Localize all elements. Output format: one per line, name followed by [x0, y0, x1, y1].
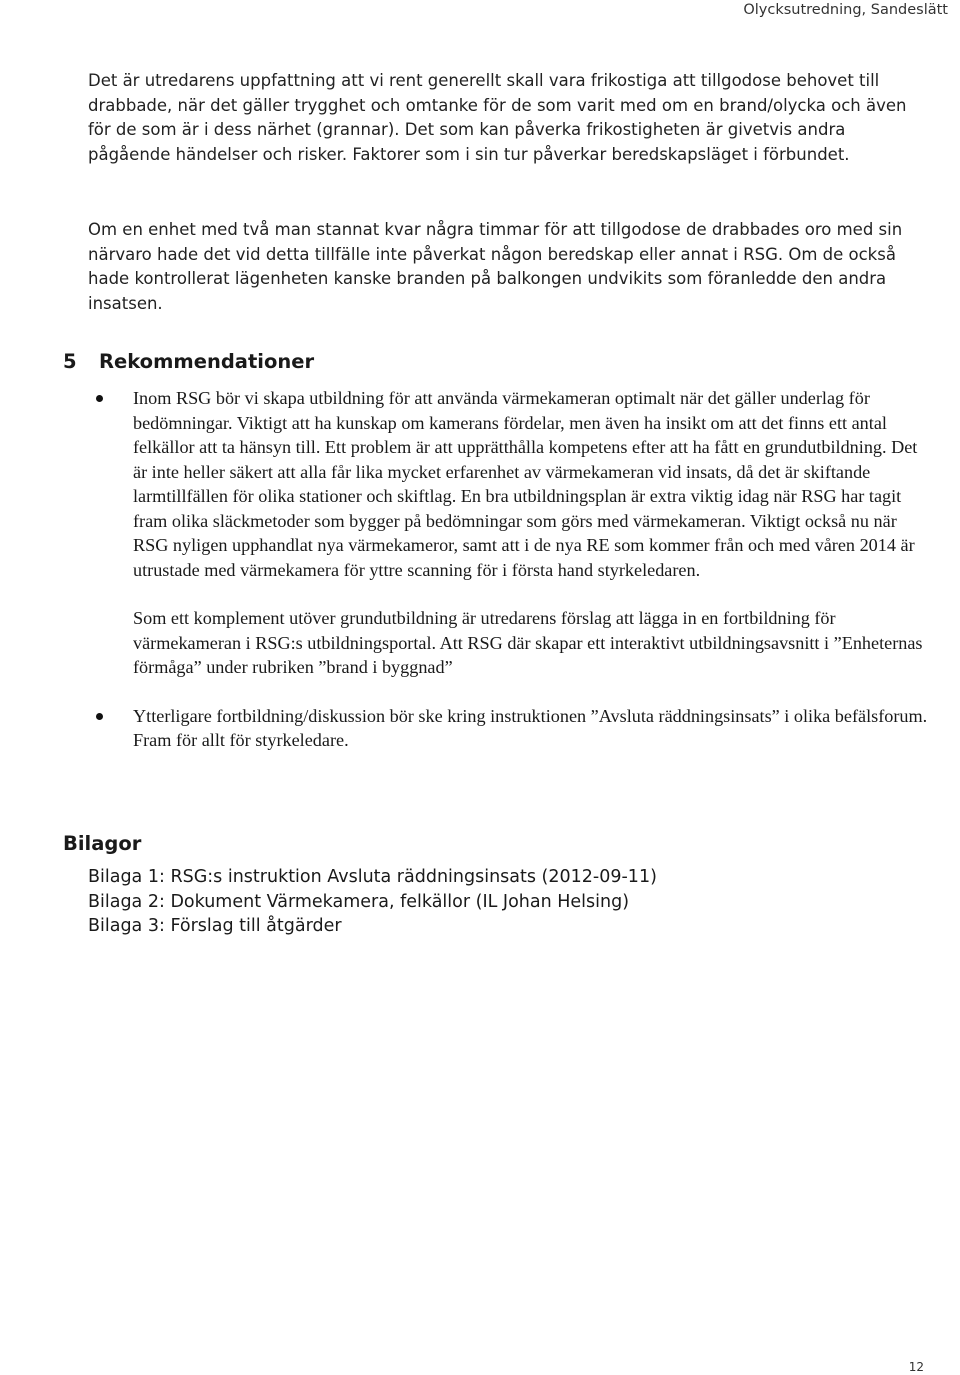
attachment-item: Bilaga 2: Dokument Värmekamera, felkällor (IL Johan Helsing) — [88, 891, 630, 912]
paragraph-assessment: Det är utredarens uppfattning att vi rent generellt skall vara frikostiga att tillgodose behovet till drabbade, när det gäller trygghet och omtanke för de som varit med om en brand/olycka och även för de som är i dess närhet (grannar). Det som kan påverka frikostigheten är givetvis andra pågående händelser och risker. Faktorer som i sin tur påverkar beredskapsläget i förbundet. — [88, 71, 907, 164]
recommendation-text: Inom RSG bör vi skapa utbildning för att använda värmekameran optimalt när det gäller underlag för bedömningar. Viktigt att ha kunskap om kamerans fördelar, men även ha insikt om att det finns ett antal felkällor att ta hänsyn till. Ett problem är att upprätthålla kompetens efter att ha fått en grundutbildning. Det är inte heller säkert att alla får lika mycket erfarenhet av värmekameran vid insats, då det är skiftande larmtillfällen för olika stationer och skiftlag. En bra utbildningsplan är extra viktig idag när RSG har tagit fram olika släckmetoder som bygger på bedömningar som görs med värmekameran. Viktigt också nu när RSG nyligen upphandlat nya värmekameror, samt att i de nya RE som kommer från och med våren 2014 är utrustade med värmekamera för yttre scanning för i första hand styrkeledaren. — [133, 388, 918, 580]
recommendation-text: Ytterligare fortbildning/diskussion bör ske kring instruktionen ”Avsluta räddningsinsats” i olika befälsforum. Fram för allt för styrkeledare. — [133, 705, 928, 750]
paragraph-unit-scenario: Om en enhet med två man stannat kvar några timmar för att tillgodose de drabbades oro med sin närvaro hade det vid detta tillfälle inte påverkat någon beredskap eller annat i RSG. Om de också hade kontrollerat lägenheten kanske branden på balkongen undvikits som föranledde den andra insatsen. — [88, 220, 903, 313]
list-item — [0, 386, 960, 680]
list-item — [0, 704, 960, 753]
bullet-icon — [96, 395, 103, 402]
attachments-heading: Bilagor — [63, 832, 142, 855]
attachments-list — [88, 865, 657, 939]
running-header: Olycksutredning, Sandeslätt — [743, 2, 948, 18]
page-number: 12 — [908, 1360, 924, 1374]
attachment-item: Bilaga 1: RSG:s instruktion Avsluta räddningsinsats (2012-09-11) — [88, 867, 657, 887]
section-number: 5 — [63, 350, 77, 373]
bullet-icon — [96, 713, 103, 720]
section-heading — [63, 348, 314, 376]
recommendations-list — [0, 386, 960, 753]
recommendation-continuation: Som ett komplement utöver grundutbildning är utredarens förslag att lägga in en fortbildning för värmekameran i RSG:s utbildningsportal. Att RSG där skapar ett interaktivt utbildningsavsnitt i ”Enheternas förmåga” under rubriken ”brand i byggnad” — [133, 608, 923, 677]
attachment-item: Bilaga 3: Förslag till åtgärder — [88, 916, 342, 936]
section-title: Rekommendationer — [99, 350, 315, 373]
